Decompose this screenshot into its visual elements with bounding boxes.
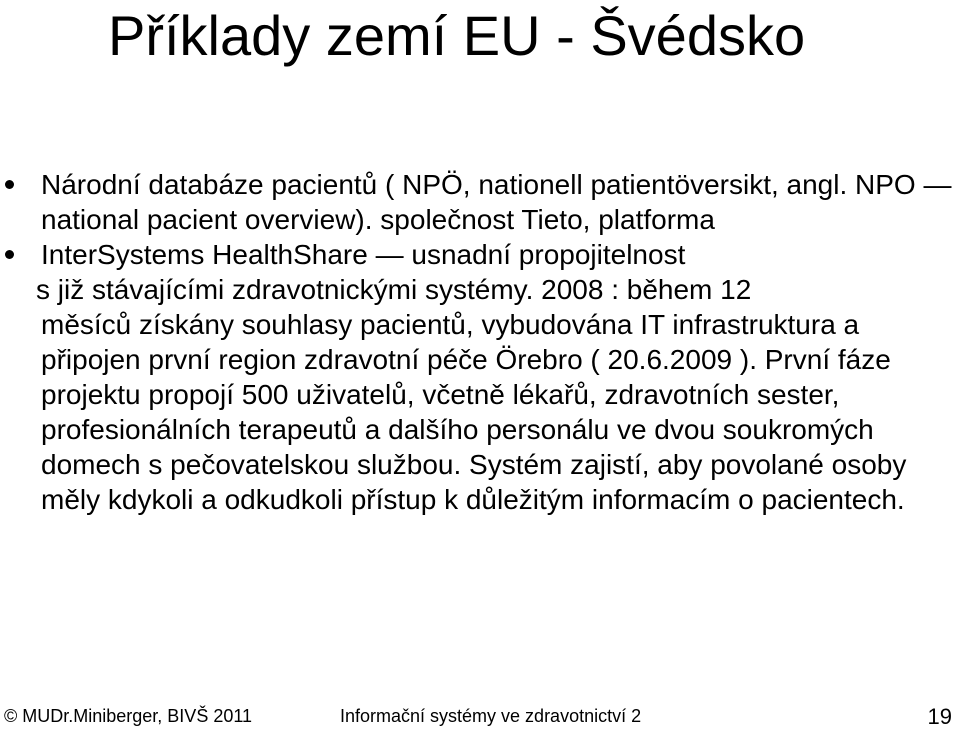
bullet-list (0, 167, 960, 517)
bullet-continuation (0, 272, 956, 517)
footer-author: © MUDr.Miniberger, BIVŠ 2011 (4, 706, 253, 726)
slide-footer (0, 705, 960, 732)
bullet-item (0, 237, 953, 272)
slide-title: Příklady zemí EU - Švédsko (108, 4, 806, 67)
bullet-text: Národní databáze pacientů ( NPÖ, nationell patientöversikt, angl. NPO — national pacient overview). společnost Tieto, platforma (41, 169, 952, 235)
bullet-item (0, 167, 953, 237)
page-number: 19 (927, 704, 952, 729)
bullet-text: InterSystems HealthShare — usnadní propojitelnost (41, 239, 686, 270)
continuation-text: měsíců získány souhlasy pacientů, vybudována IT infrastruktura a připojen první region zdravotní péče Örebro ( 20.6.2009 ). První fáze projektu propojí 500 uživatelů, včetně lékařů, zdravotních sester, profesionálních terapeutů a dalšího personálu ve dvou soukromých domech s pečovatelskou službou. Systém zajistí, aby povolané osoby měly kdykoli a odkudkoli přístup k důležitým informacím o pacientech. (41, 309, 907, 515)
bullet-dot-icon (5, 250, 14, 259)
footer-course: Informační systémy ve zdravotnictví 2 (340, 706, 642, 726)
bullet-dot-icon (5, 180, 14, 189)
continuation-first-line: s již stávajícími zdravotnickými systémy. 2008 : během 12 (36, 274, 752, 305)
